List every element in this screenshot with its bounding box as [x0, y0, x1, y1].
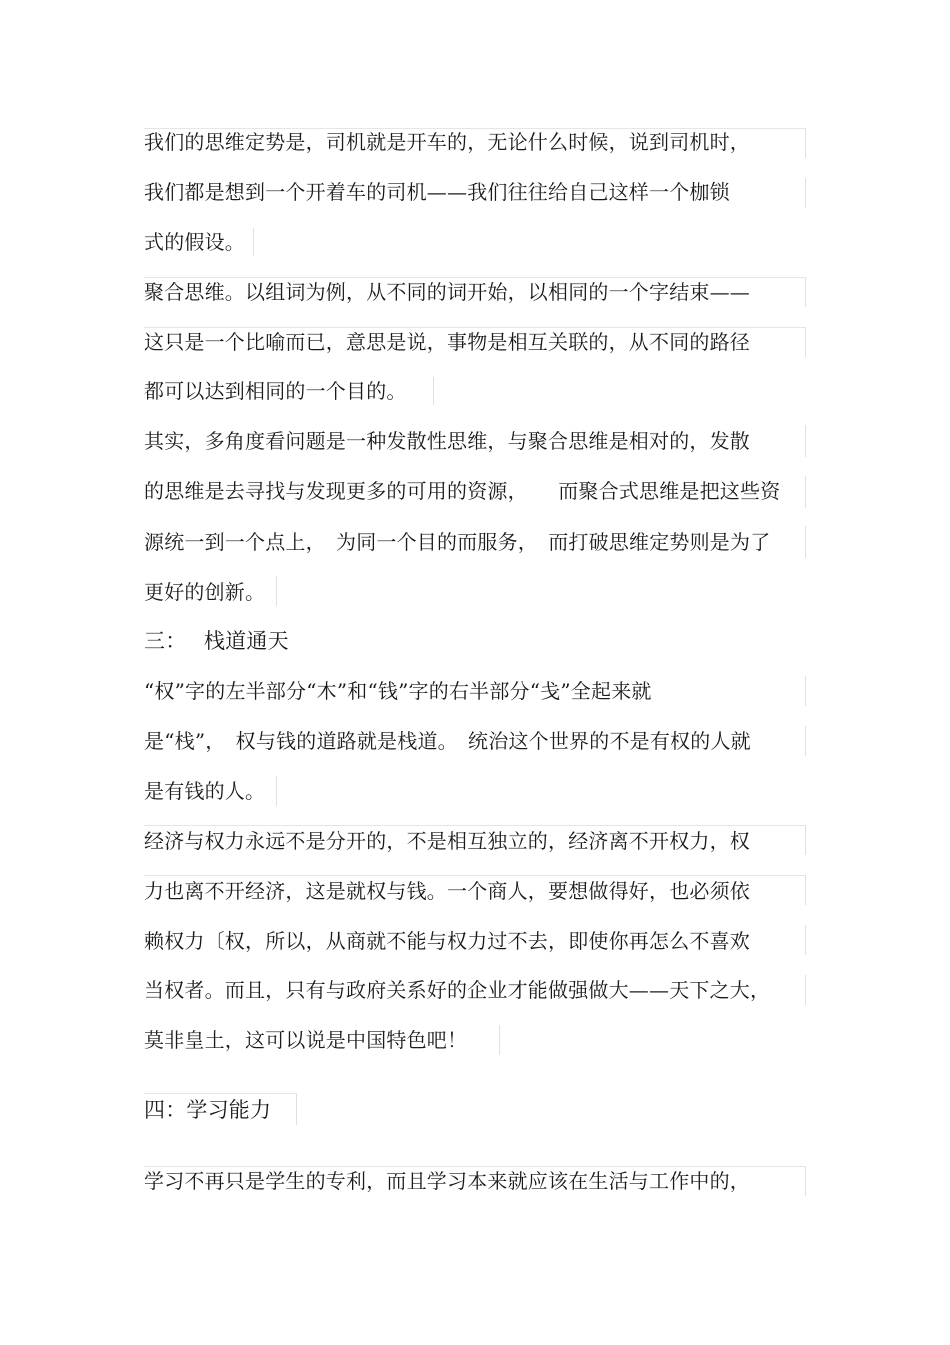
frame-right-line	[296, 1093, 297, 1125]
paragraph-line: 当权者。而且，只有与政府关系好的企业才能做强做大——天下之大，	[144, 978, 771, 1002]
paragraph-line: 学习不再只是学生的专利，而且学习本来就应该在生活与工作中的，	[144, 1169, 750, 1193]
frame-right-line	[805, 277, 806, 307]
frame-right-line	[253, 228, 254, 256]
paragraph-line: 更好的创新。	[144, 580, 266, 604]
frame-right-line	[805, 676, 806, 706]
frame-right-line	[276, 576, 277, 606]
paragraph-line: “权”字的左半部分“木”和“钱”字的右半部分“戋”全起来就	[144, 679, 652, 703]
paragraph-line: 经济与权力永远不是分开的，不是相互独立的，经济离不开权力，权	[144, 829, 750, 853]
frame-right-line	[276, 776, 277, 806]
frame-right-line	[805, 726, 806, 756]
section-heading: 四：学习能力	[144, 1098, 272, 1122]
frame-right-line	[805, 425, 806, 457]
frame-right-line	[805, 526, 806, 558]
frame-right-line	[805, 476, 806, 508]
paragraph-line: 是有钱的人。	[144, 779, 266, 803]
paragraph-line: 聚合思维。以组词为例，从不同的词开始，以相同的一个字结束——	[144, 280, 750, 304]
paragraph-line: 式的假设。	[144, 230, 245, 254]
paragraph-line: 赖权力〔权，所以，从商就不能与权力过不去，即使你再怎么不喜欢	[144, 929, 750, 953]
paragraph-line: 我们的思维定势是，司机就是开车的，无论什么时候，说到司机时，	[144, 130, 750, 154]
paragraph-line: 都可以达到相同的一个目的。	[144, 379, 407, 403]
frame-right-line	[805, 1166, 806, 1196]
frame-right-line	[805, 925, 806, 955]
frame-right-line	[499, 1025, 500, 1055]
frame-right-line	[805, 327, 806, 357]
paragraph-line: 其实，多角度看问题是一种发散性思维，与聚合思维是相对的，发散	[144, 429, 750, 453]
paragraph-line: 这只是一个比喻而已，意思是说，事物是相互关联的，从不同的路径	[144, 330, 750, 354]
paragraph-line: 力也离不开经济，这是就权与钱。一个商人，要想做得好，也必须依	[144, 879, 750, 903]
paragraph-line: 莫非皇土，这可以说是中国特色吧！	[144, 1028, 468, 1052]
frame-top-line	[144, 1093, 297, 1094]
paragraph-line: 的思维是去寻找与发现更多的可用的资源， 而聚合式思维是把这些资	[144, 479, 781, 503]
frame-right-line	[805, 975, 806, 1005]
paragraph-line: 源统一到一个点上， 为同一个目的而服务， 而打破思维定势则是为了	[144, 530, 771, 554]
frame-right-line	[805, 825, 806, 855]
frame-right-line	[805, 875, 806, 905]
frame-right-line	[805, 178, 806, 208]
frame-right-line	[433, 377, 434, 405]
paragraph-line: 是“栈”， 权与钱的道路就是栈道。 统治这个世界的不是有权的人就	[144, 729, 751, 753]
frame-right-line	[805, 128, 806, 158]
section-heading: 三： 栈道通天	[144, 629, 289, 653]
paragraph-line: 我们都是想到一个开着车的司机——我们往往给自己这样一个枷锁	[144, 180, 730, 204]
